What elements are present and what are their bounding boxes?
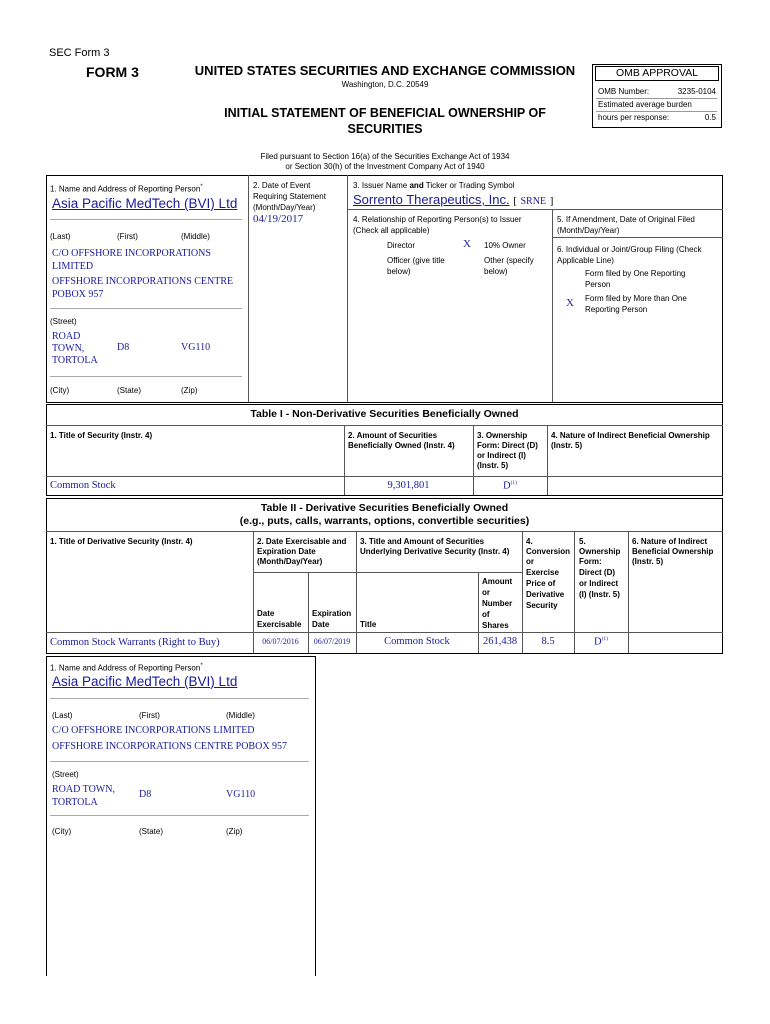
- omb-divider: [596, 111, 717, 112]
- table2-row-exercisable: 06/07/2016: [262, 637, 299, 646]
- more-than-one-mark: X: [566, 297, 574, 309]
- ten-percent-owner-label: 10% Owner: [484, 241, 526, 250]
- table2-title-divider: [46, 531, 723, 532]
- expiration-header-line2: Date: [312, 620, 330, 629]
- table2-row-title: Common Stock Warrants (Right to Buy): [50, 637, 220, 648]
- address-line3: OFFSHORE INCORPORATIONS CENTRE: [52, 276, 234, 287]
- omb-hours-value: 0.5: [704, 113, 716, 122]
- table1-col2-header-line1: 2. Amount of Securities: [348, 431, 438, 440]
- table1-col1-header: 1. Title of Security (Instr. 4): [50, 431, 153, 440]
- box5-sub: (Month/Day/Year): [557, 226, 620, 235]
- bottom-box-top-border: [46, 656, 316, 657]
- table2-title-line2: (e.g., puts, calls, warrants, options, convertible securities): [239, 515, 530, 527]
- city-line3: TORTOLA: [52, 355, 98, 366]
- table2-col5-header-line3: Form:: [579, 557, 602, 566]
- box2-label-line3: (Month/Day/Year): [253, 203, 316, 212]
- issuer-name-link[interactable]: Sorrento Therapeutics, Inc.: [353, 192, 510, 207]
- director-label: Director: [387, 241, 416, 250]
- bottom-street-label: (Street): [52, 770, 79, 779]
- table1-row-form: $D^{(1)}$: [502, 480, 517, 492]
- footnote-ref[interactable]: (1): [601, 636, 608, 642]
- name-underline: [50, 219, 242, 220]
- table2-title-line1: Table II - Derivative Securities Beneficially Owned: [260, 502, 509, 514]
- bottom-state-label: (State): [139, 827, 164, 836]
- bottom-state-value: D8: [139, 789, 152, 800]
- table2-row-underlying: Common Stock: [384, 636, 450, 647]
- bottom-address-underline: [50, 761, 309, 762]
- box3-label: 3. Issuer Name and Ticker or Trading Symbol: [353, 181, 515, 190]
- box5-label: 5. If Amendment, Date of Original Filed: [557, 215, 695, 224]
- state-label: (State): [117, 386, 142, 395]
- omb-approval-box: [592, 64, 722, 128]
- address-line1: C/O OFFSHORE INCORPORATIONS: [52, 248, 211, 259]
- city-underline: [50, 376, 242, 377]
- amount-header-line3: Number: [482, 599, 513, 608]
- more-than-one-line2: Reporting Person: [585, 305, 648, 314]
- agency-title: UNITED STATES SECURITIES AND EXCHANGE COMMISSION: [194, 63, 576, 78]
- other-label-line2: below): [484, 267, 508, 276]
- city-label: (City): [50, 386, 70, 395]
- table2-row-expiration: 06/07/2019: [313, 637, 351, 646]
- statement-title: INITIAL STATEMENT OF BENEFICIAL OWNERSHIP OF SECURITIES: [224, 106, 546, 136]
- table2-col-divider: [628, 531, 629, 654]
- table2-col4-header-line3: or: [526, 557, 534, 566]
- box2-label-line1: 2. Date of Event: [253, 181, 311, 190]
- other-label-line1: Other (specify: [484, 256, 534, 265]
- box5-bottom-border: [552, 237, 723, 238]
- officer-label-line1: Officer (give title: [387, 256, 445, 265]
- zip-value: VG110: [181, 342, 211, 353]
- table2-col6-header-line3: (Instr. 5): [632, 557, 664, 566]
- table2-col2-header-line1: 2. Date Exercisable and: [257, 537, 347, 546]
- table2-row-price: 8.5: [541, 636, 555, 647]
- table2-col5-header-line5: or Indirect: [579, 579, 619, 588]
- table2-col4-header-line6: Derivative: [526, 590, 565, 599]
- omb-number-label: OMB Number:: [598, 87, 650, 96]
- table1-col3-header-line2: Form: Direct (D): [477, 441, 538, 450]
- table2-col4-header-line7: Security: [526, 601, 558, 610]
- table1-row-amount: 9,301,801: [387, 480, 430, 491]
- title-header: Title: [360, 620, 377, 629]
- ticker-close-bracket: ]: [549, 195, 554, 207]
- table1-top-border: [46, 404, 723, 405]
- table2-col5-header-line1: 5.: [579, 537, 586, 546]
- first-label: (First): [117, 232, 138, 241]
- table1-col4-header-line2: (Instr. 5): [551, 441, 583, 450]
- street-label: (Street): [50, 317, 77, 326]
- more-than-one-line1: Form filed by More than One: [585, 294, 687, 303]
- table1-col3-header-line1: 3. Ownership: [477, 431, 528, 440]
- issuer-row: [353, 192, 553, 207]
- section-bottom-border: [46, 402, 723, 403]
- agency-city: Washington, D.C. 20549: [341, 80, 429, 89]
- table2-col5-header-line6: (I) (Instr. 5): [579, 590, 620, 599]
- middle-label: (Middle): [181, 232, 210, 241]
- table1-title: Table I - Non-Derivative Securities Beneficially Owned: [250, 408, 519, 420]
- table2-col4-header-line5: Price of: [526, 579, 556, 588]
- bottom-name-underline: [50, 698, 309, 699]
- table1-col-divider: [547, 425, 548, 495]
- state-value: D8: [117, 342, 130, 353]
- ticker-open-bracket: [: [513, 195, 517, 207]
- table2-row-form: $D^{(1)}$: [593, 636, 608, 648]
- bottom-box-label: 1. Name and Address of Reporting Person*: [50, 663, 203, 673]
- event-date: 04/19/2017: [253, 213, 304, 225]
- form-title: FORM 3: [86, 64, 139, 80]
- table2-col5-header-line4: Direct (D): [579, 568, 616, 577]
- table1-header-divider: [46, 476, 723, 477]
- table2-header-divider: [46, 632, 723, 633]
- box6-label-line1: 6. Individual or Joint/Group Filing (Check: [557, 245, 702, 254]
- bottom-box-right-border: [315, 656, 316, 976]
- table2-col5-header-line2: Ownership: [579, 547, 621, 556]
- section-top-border: [46, 175, 723, 176]
- table2-col1-header: 1. Title of Derivative Security (Instr. 4): [50, 537, 193, 546]
- address-line4: POBOX 957: [52, 289, 104, 300]
- table1-col3-header-line4: (Instr. 5): [477, 461, 509, 470]
- omb-divider: [596, 98, 717, 99]
- city-line2: TOWN,: [52, 343, 85, 354]
- bottom-city-label: (City): [52, 827, 72, 836]
- bottom-first-label: (First): [139, 711, 160, 720]
- table2-subheader-divider: [253, 572, 522, 573]
- officer-label-line2: below): [387, 267, 411, 276]
- table2-col-divider: [253, 531, 254, 654]
- table2-col4-header-line4: Exercise: [526, 568, 559, 577]
- table2-col4-header-line1: 4.: [526, 537, 533, 546]
- bottom-zip-value: VG110: [226, 789, 256, 800]
- section-left-border: [46, 175, 47, 402]
- reporting-person-name-link[interactable]: Asia Pacific MedTech (BVI) Ltd: [52, 196, 238, 211]
- ticker-symbol: SRNE: [520, 196, 547, 207]
- box4-sub: (Check all applicable): [353, 226, 430, 235]
- box2-label-line2: Requiring Statement: [253, 192, 326, 201]
- bottom-address-line2: OFFSHORE INCORPORATIONS CENTRE POBOX 957: [52, 741, 288, 752]
- table2-col6-header-line2: Beneficial Ownership: [632, 547, 714, 556]
- table2-row-shares: 261,438: [482, 636, 518, 647]
- box1-right-border: [248, 175, 249, 402]
- table2-col2-header-line3: (Month/Day/Year): [257, 557, 323, 566]
- bottom-zip-label: (Zip): [226, 827, 243, 836]
- amount-header-line5: Shares: [482, 621, 509, 630]
- table2-col3-header-line2: Underlying Derivative Security (Instr. 4): [360, 547, 510, 556]
- table2-col3-header-line1: 3. Title and Amount of Securities: [360, 537, 485, 546]
- footnote-ref[interactable]: (1): [510, 480, 517, 486]
- table2-bottom-border: [46, 653, 723, 654]
- bottom-address-line1: C/O OFFSHORE INCORPORATIONS LIMITED: [52, 725, 255, 736]
- bottom-last-label: (Last): [52, 711, 73, 720]
- one-reporting-person-line2: Person: [585, 280, 611, 289]
- table1-col3-header-line3: or Indirect (I): [477, 451, 526, 460]
- amount-header-line4: of: [482, 610, 490, 619]
- table1-col2-header-line2: Beneficially Owned (Instr. 4): [348, 441, 455, 450]
- table2-col4-header-line2: Conversion: [526, 547, 571, 556]
- box4-label: 4. Relationship of Reporting Person(s) to Issuer: [353, 215, 522, 224]
- address-line2: LIMITED: [52, 261, 94, 272]
- one-reporting-person-line1: Form filed by One Reporting: [585, 269, 686, 278]
- bottom-middle-label: (Middle): [226, 711, 255, 720]
- last-label: (Last): [50, 232, 71, 241]
- box3-bottom-border: [347, 209, 723, 210]
- box1-label: 1. Name and Address of Reporting Person*: [50, 184, 203, 194]
- date-exercisable-header-line2: Exercisable: [257, 620, 302, 629]
- omb-number-value: 3235-0104: [677, 87, 716, 96]
- address-underline: [50, 308, 242, 309]
- bottom-city-underline: [50, 815, 309, 816]
- sec-form-label: SEC Form 3: [49, 47, 110, 59]
- omb-title: OMB APPROVAL: [595, 66, 719, 81]
- table1-bottom-border: [46, 495, 723, 496]
- date-exercisable-header-line1: Date: [257, 609, 275, 618]
- table1-row-title: Common Stock: [50, 480, 116, 491]
- zip-label: (Zip): [181, 386, 198, 395]
- table1-title-divider: [46, 425, 723, 426]
- bottom-city-line2: TORTOLA: [52, 797, 98, 808]
- table1-col4-header-line1: 4. Nature of Indirect Beneficial Ownership: [551, 431, 710, 440]
- bottom-box-left-border: [46, 656, 47, 976]
- amount-header-line2: or: [482, 588, 490, 597]
- table2-top-border: [46, 498, 723, 499]
- bottom-reporting-person-name-link[interactable]: Asia Pacific MedTech (BVI) Ltd: [52, 674, 238, 689]
- table2-col6-header-line1: 6. Nature of Indirect: [632, 537, 708, 546]
- filed-pursuant-line1: Filed pursuant to Section 16(a) of the Securities Exchange Act of 1934: [260, 152, 510, 161]
- bottom-city-line1: ROAD TOWN,: [52, 784, 115, 795]
- expiration-header-line1: Expiration: [312, 609, 352, 618]
- table2-col2-header-line2: Expiration Date: [257, 547, 316, 556]
- ten-percent-owner-mark: X: [463, 238, 471, 250]
- omb-burden-label: Estimated average burden: [598, 100, 692, 109]
- filed-pursuant-line2: or Section 30(h) of the Investment Company Act of 1940: [285, 162, 485, 171]
- city-line1: ROAD: [52, 331, 81, 342]
- omb-hours-label: hours per response:: [598, 113, 670, 122]
- box6-label-line2: Applicable Line): [557, 256, 614, 265]
- amount-header-line1: Amount: [482, 577, 513, 586]
